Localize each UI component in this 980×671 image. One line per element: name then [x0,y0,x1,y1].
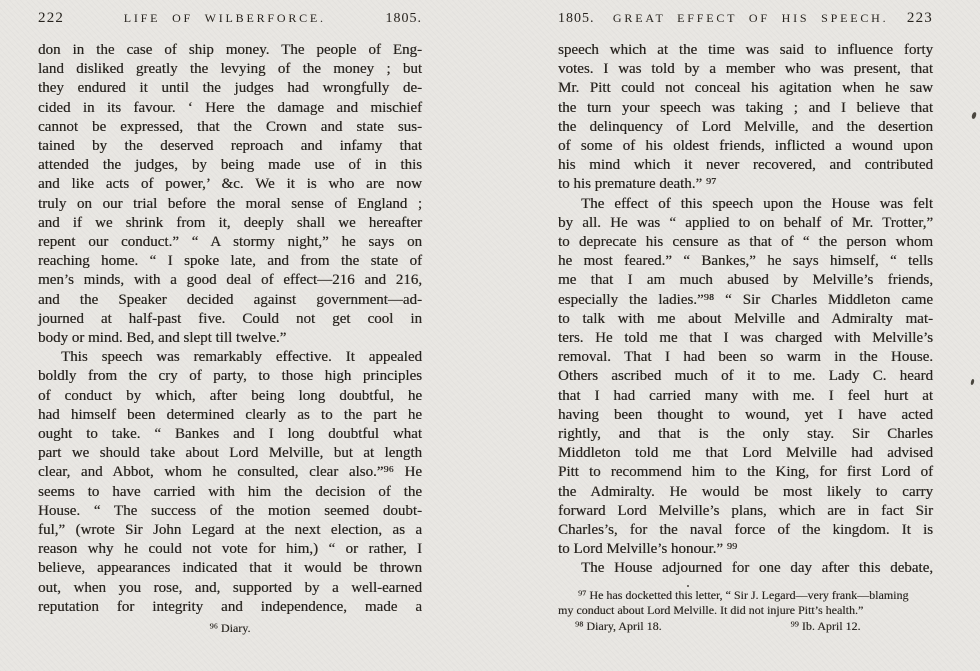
text-line: This speech was remarkably effective. It appealed [61,349,422,366]
footnote-ref-99: ⁹⁹ Ib. April 12. [790,618,861,633]
text-line: he most feared.” “ Bankes,” he says himself, “ tells [558,253,933,270]
text-line: his mind which it never recovered, and contributed [558,157,933,174]
text-line: they endured it until the judges had wrongfully de- [38,80,422,97]
text-line: having been thought to wound, yet I have acted [558,406,933,423]
text-line: seems to have carried with him the decision of the [38,483,422,500]
text-line: out, when you rose, and, supported by a well-earned [38,579,422,596]
text-line: cannot be expressed, that the Crown and state sus- [38,118,422,135]
text-line: to his premature death.” ⁹⁷ [558,176,717,193]
text-line: of some of his oldest friends, inflicted a wound upon [558,138,933,155]
text-line: reaching home. “ I spoke late, and from the state of [38,253,422,270]
text-line: journed at half-past five. Could not get cool in [38,310,422,327]
text-line: the Admiralty. He would be most likely to carry [558,483,933,500]
text-line: that I had carried many with me. I feel hurt at [558,387,933,404]
year-label-right: 1805. [558,11,595,26]
text-line: reason why he could not vote for him,) “ or rather, I [38,541,422,558]
text-line: to Lord Melville’s honour.” ⁹⁹ [558,541,738,558]
text-line: body or mind. Bed, and slept till twelve.” [38,330,287,347]
text-line: Mr. Pitt could not conceal his agitation when he saw [558,80,933,97]
text-line: repent our conduct.” “ A stormy night,” he says on [38,234,422,251]
body-text-right [558,41,933,579]
text-line: reputation for integrity and independence, made a [38,598,422,615]
text-line: by all. He was “ applied to on behalf of Mr. Trotter,” [558,214,933,231]
text-line: rightly, and that is the only stay. Sir Charles [558,426,933,443]
running-title-left: LIFE OF WILBERFORCE. [123,11,326,25]
page-number-right: 223 [906,10,933,26]
page-right [490,0,980,671]
text-line: and if we shrink from it, deeply shall we hereafter [38,214,422,231]
text-line: ful,” (wrote Sir John Legard at the next election, as a [38,522,422,539]
text-line: the delinquency of Lord Melville, and the desertion [558,118,933,135]
text-line: Charles’s, for the naval force of the kingdom. It is [558,522,933,539]
footnote-ref-98: ⁹⁸ Diary, April 18. [575,618,662,633]
footnote-left: ⁹⁶ Diary. [209,621,251,636]
text-line: tained by the deserved reproach and infamy that [38,138,422,155]
text-line: men’s minds, with a good deal of effect—216 and 216, [38,272,422,289]
text-line: to talk with me about Melville and Admiralty mat- [558,310,933,327]
text-line: land disliked greatly the levying of the money ; but [38,61,422,78]
text-line: to deprecate his censure as that of “ the person whom [558,234,933,251]
text-line: Others ascribed much of it to me. Lady C. heard [558,368,933,385]
text-line: of conduct by which, after being long doubtful, he [38,387,422,404]
text-line: removal. That I had been so warm in the House. [558,349,933,366]
text-line: Pitt to recommend him to the King, for first Lord of [558,464,933,481]
text-line: the turn your speech was taking ; and I believe that [558,99,933,116]
text-line: speech which at the time was said to influence forty [558,42,933,58]
text-line: and like acts of power,’ &c. We it is who are now [38,176,422,193]
text-line: ters. He told me that I was charged with Melville’s [558,330,933,347]
footnotes-right [558,588,933,635]
running-title-right: GREAT EFFECT OF HIS SPEECH. [612,11,889,25]
text-line: boldly from the cry of party, to those high principles [38,368,422,385]
footnote-line: my conduct about Lord Melville. It did not injure Pitt’s health.” [558,603,864,618]
text-line: cided in its favour. ‘ Here the damage and mischief [38,99,422,116]
text-line: truly on our trial before the moral sense of England ; [38,195,422,212]
text-line: had himself been determined clearly as to the part he [38,406,422,423]
text-line: believe, appearances indicated that it would be thrown [38,560,422,577]
text-line: votes. I was told by a member who was present, that [558,61,933,78]
text-line: The effect of this speech upon the House was felt [581,195,933,212]
page-number-left: 222 [38,10,65,26]
text-line: House. “ The success of the motion seemed doubt- [38,502,422,519]
text-line: don in the case of ship money. The people of Eng- [38,42,422,58]
body-text-left [38,41,422,617]
text-line: forward Lord Melville’s plans, which are in fact Sir [558,502,933,519]
page-header-left [38,10,422,30]
text-line: Middleton told me that Lord Melville had advised [558,445,933,462]
footnote-line: ⁹⁷ He has docketted this letter, “ Sir J. Legard—very frank—blaming [578,587,909,602]
text-line: ought to take. “ Bankes and I long doubtful what [38,426,422,443]
year-label-left: 1805. [385,11,422,26]
text-line: The House adjourned for one day after this debate, [581,560,933,577]
text-line: clear, and Abbot, whom he consulted, clear also.”⁹⁶ He [38,464,422,481]
text-line: especially the ladies.”⁹⁸ “ Sir Charles Middleton came [558,291,933,308]
text-line: part we should take about Lord Melville, but at length [38,445,422,462]
scan-speck [687,585,689,587]
page-header-right [558,10,933,30]
footnote-row [558,619,933,635]
text-line: me that I am much abused by Melville’s friends, [558,272,933,289]
text-line: attended the judges, by being made use of in this [38,157,422,174]
text-line: and the Speaker decided against government—ad- [38,291,422,308]
